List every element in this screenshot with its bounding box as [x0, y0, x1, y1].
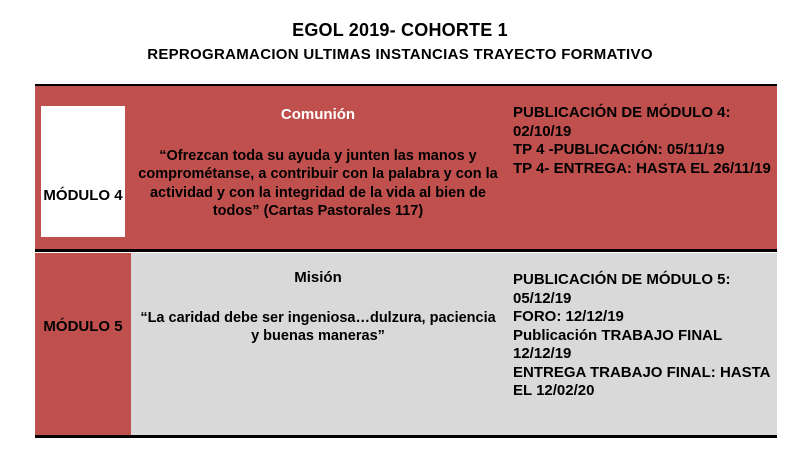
table-row-module-4 — [35, 86, 777, 249]
module-heading: Comunión — [280, 106, 356, 123]
content-cell — [131, 253, 505, 435]
schedule-cell — [505, 253, 777, 435]
table-bottom-border — [35, 435, 777, 438]
schedule-line: ENTREGA TRABAJO FINAL: HASTA EL 12/02/20 — [513, 363, 770, 399]
module-label: MÓDULO 4 — [43, 187, 123, 204]
module-quote: “Ofrezcan toda su ayuda y junten las manos y comprométanse, a contribuir con la palabra y con la actividad y con la integridad de la vida al bien de todos” (Cartas Pastorales 117) — [138, 147, 498, 219]
schedule-line: PUBLICACIÓN DE MÓDULO 5: 05/12/19 — [513, 271, 731, 307]
table-row-divider — [35, 249, 777, 252]
module-white-box — [41, 106, 125, 237]
page-title: EGOL 2019- COHORTE 1 — [292, 20, 508, 40]
content-cell — [131, 86, 505, 249]
schedule-line: PUBLICACIÓN DE MÓDULO 4: 02/10/19 — [513, 104, 731, 140]
module-cell — [35, 253, 131, 435]
module-cell — [35, 86, 131, 249]
schedule-line: TP 4 -PUBLICACIÓN: 05/11/19 — [513, 141, 725, 158]
module-heading: Misión — [294, 269, 342, 286]
table-row-module-5 — [35, 253, 777, 435]
module-label: MÓDULO 5 — [43, 318, 123, 335]
schedule-line: FORO: 12/12/19 — [513, 308, 624, 325]
page-subtitle: REPROGRAMACION ULTIMAS INSTANCIAS TRAYECTO FORMATIVO — [147, 46, 653, 63]
schedule-line: Publicación TRABAJO FINAL 12/12/19 — [513, 326, 722, 362]
schedule-cell — [505, 86, 777, 249]
module-quote: “La caridad debe ser ingeniosa…dulzura, paciencia y buenas maneras” — [140, 309, 496, 344]
schedule-line: TP 4- ENTREGA: HASTA EL 26/11/19 — [513, 159, 771, 177]
